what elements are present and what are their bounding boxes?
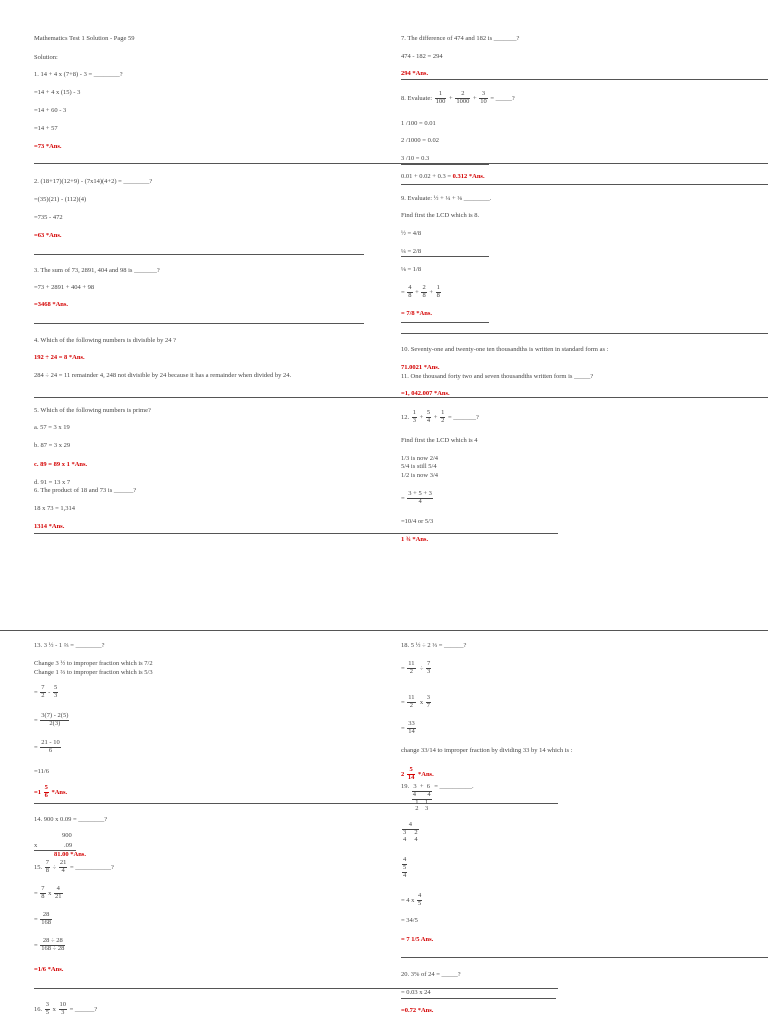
q12-sum: = $\frac{3 + 5 + 3}{4}$: [401, 490, 432, 505]
q18-question: 18. 5 ½ ÷ 2 ⅓ = ______?: [401, 642, 467, 649]
q14-times: x: [34, 842, 38, 849]
q5-option: b. 87 = 3 x 29: [34, 442, 71, 449]
q6-question: 6. The product of 18 and 73 is ______?: [34, 487, 137, 494]
fraction: $\frac{1}{100}$: [435, 90, 446, 105]
complex-fraction: 3 + 6 4 4 1 1 2 3: [412, 783, 431, 813]
q12-step: =10/4 or 5/3: [401, 518, 434, 525]
q8-step: 1 /100 = 0.01: [401, 120, 436, 127]
q7-answer: 294 *Ans.: [401, 70, 429, 77]
fraction: $\frac{4}{5}$: [418, 892, 422, 907]
divider: [34, 988, 558, 989]
q13-step: Change 3 ½ to improper fraction which is 7/2: [34, 660, 153, 667]
q11-answer: =1, 042.007 *Ans.: [401, 390, 450, 397]
fraction: $\frac{7}{2}$: [41, 684, 45, 699]
fraction: $\frac{1}{8}$: [436, 284, 440, 299]
q11-question: 11. One thousand forty two and seven thousandths written form is _____?: [401, 373, 594, 380]
fraction: $\frac{7}{8}$: [45, 859, 49, 874]
divider: [34, 533, 558, 534]
q1-step: =14 + 4 x (15) - 3: [34, 89, 81, 96]
q12-step: Find first the LCD which is 4: [401, 437, 478, 444]
q7-question: 7. The difference of 474 and 182 is _______?: [401, 35, 520, 42]
complex-fraction: 4 5 4: [403, 856, 407, 879]
q14-multiplier: .09: [64, 842, 73, 849]
q5-option: a. 57 = 3 x 19: [34, 424, 70, 431]
q4-question: 4. Which of the following numbers is divisible by 24 ?: [34, 337, 176, 344]
divider: [401, 256, 489, 257]
q10-question: 10. Seventy-one and twenty-one ten thousandths is written in standard form as :: [401, 346, 609, 353]
fraction: $\frac{3}{7}$: [426, 694, 430, 709]
q15-step: = $\frac{7}{8}$ x $\frac{4}{21}$: [34, 885, 62, 900]
divider: [34, 323, 364, 324]
fraction: $\frac{33}{14}$: [408, 720, 415, 735]
q12-step: 5/4 is still 5/4: [401, 463, 437, 470]
fraction: $\frac{1}{2}$: [441, 409, 445, 424]
fraction: $\frac{4}{8}$: [408, 284, 412, 299]
q12-answer: 1 ¾ *Ans.: [401, 536, 429, 543]
q4-answer: 192 ÷ 24 = 8 *Ans.: [34, 354, 85, 361]
fraction: $\frac{11}{2}$: [408, 694, 415, 709]
fraction: $\frac{3}{5}$: [45, 1001, 49, 1016]
q9-sum: = $\frac{4}{8}$ + $\frac{2}{8}$ + $\frac{1}{8}$: [401, 284, 440, 299]
divider: [401, 164, 489, 165]
complex-fraction: 4 3 2 4 4: [403, 821, 418, 843]
q13-question: 13. 3 ½ - 1 ⅔ = ________?: [34, 642, 105, 649]
q15-step: = $\frac{28}{168}$: [34, 911, 52, 926]
fraction: $\frac{3 + 5 + 3}{4}$: [408, 490, 432, 505]
divider: [401, 333, 768, 334]
q3-step: =73 + 2891 + 404 + 98: [34, 284, 95, 291]
q18-step: = $\frac{33}{14}$: [401, 720, 415, 735]
q19-answer: = 7 1/5 Ans.: [401, 936, 434, 943]
q2-step: =(35)(21) - (112)(4): [34, 196, 87, 203]
q6-answer: 1314 *Ans.: [34, 523, 65, 530]
q4-note: 284 ÷ 24 = 11 remainder 4, 248 not divisible by 24 because it has a remainder when divided by 24.: [34, 372, 292, 379]
q13-answer: =1 $\frac{5}{6}$ *Ans.: [34, 784, 68, 799]
q8-step: 3 /10 = 0.3: [401, 155, 430, 162]
q6-step: 18 x 73 = 1,314: [34, 505, 76, 512]
divider: [34, 254, 364, 255]
q18-note: change 33/14 to improper fraction by dividing 33 by 14 which is :: [401, 747, 573, 754]
divider: [401, 322, 489, 323]
q20-question: 20. 3% of 24 = _____?: [401, 971, 461, 978]
fraction: $\frac{28 \div 28}{168 \div 28}$: [41, 937, 65, 952]
q13-step: Change 1 ⅔ to improper fraction which is 5/3: [34, 669, 153, 676]
q20-answer: =0.72 *Ans.: [401, 1007, 434, 1014]
fraction: $\frac{4}{21}$: [55, 885, 62, 900]
q2-step: =735 - 472: [34, 214, 63, 221]
fraction: $\frac{1}{3}$: [412, 409, 416, 424]
q1-step: =14 + 60 - 3: [34, 107, 67, 114]
q16-question: 16. $\frac{3}{5}$ x $\frac{10}{3}$ = ______?: [34, 1001, 98, 1016]
divider: [401, 957, 768, 958]
q18-step: = $\frac{11}{2}$ ÷ $\frac{7}{3}$: [401, 660, 431, 675]
q15-answer: =1/6 *Ans.: [34, 966, 64, 973]
q12-step: 1/2 is now 3/4: [401, 472, 439, 479]
q15-question: 15. $\frac{7}{8}$ ÷ $\frac{21}{4}$ = ___________?: [34, 859, 114, 874]
q8-step: 2 /1000 = 0.02: [401, 137, 439, 144]
fraction: $\frac{11}{2}$: [408, 660, 415, 675]
q8-question: 8. Evaluate: $\frac{1}{100}$ + $\frac{2}{1000}$ + $\frac{3}{10}$ = _____?: [401, 90, 515, 105]
q13-fraction-step: = $\frac{7}{2}$ - $\frac{5}{3}$: [34, 684, 58, 699]
section-divider: [0, 630, 768, 631]
q13-fraction-step: = $\frac{21 - 10}{6}$: [34, 739, 60, 754]
fraction: $\frac{3}{10}$: [480, 90, 487, 105]
divider: [401, 79, 768, 80]
fraction: $\frac{3(7) - 2(5)}{2(3)}$: [41, 712, 69, 727]
q12-question: 12. $\frac{1}{3}$ + $\frac{5}{4}$ + $\frac{1}{2}$ = _______?: [401, 409, 479, 424]
q8-sum: 0.01 + 0.02 + 0.3 = 0.312 *Ans.: [401, 173, 485, 180]
fraction: $\frac{2}{8}$: [422, 284, 426, 299]
q1-question: 1. 14 + 4 x (7+8) - 3 = ________?: [34, 71, 123, 78]
page-header: Mathematics Test 1 Solution - Page 59: [34, 35, 135, 42]
q7-step: 474 - 182 = 294: [401, 53, 443, 60]
q18-step: = $\frac{11}{2}$ x $\frac{3}{7}$: [401, 694, 430, 709]
q2-answer: =63 *Ans.: [34, 232, 62, 239]
q15-step: = $\frac{28 \div 28}{168 \div 28}$: [34, 937, 65, 952]
solution-label: Solution:: [34, 54, 58, 61]
fraction: $\frac{5}{6}$: [44, 784, 48, 799]
fraction: $\frac{5}{3}$: [53, 684, 58, 699]
q9-answer: = 7/8 *Ans.: [401, 310, 432, 317]
q1-step: =14 + 57: [34, 125, 58, 132]
q13-step: =11/6: [34, 768, 49, 775]
fraction: $\frac{21 - 10}{6}$: [41, 739, 60, 754]
q5-question: 5. Which of the following numbers is prime?: [34, 407, 151, 414]
q18-answer: 2 $\frac{5}{14}$ *Ans.: [401, 766, 434, 781]
q19-step: [401, 822, 420, 843]
q12-step: 1/3 is now 2/4: [401, 455, 439, 462]
q19-step: [401, 857, 408, 879]
q19-question: 19. 3 + 6 4 4 1 1 2 3 = __________.: [401, 783, 474, 813]
q1-answer: =73 *Ans.: [34, 143, 62, 150]
q9-question: 9. Evaluate: ½ + ¼ + ⅛ ________.: [401, 195, 492, 202]
q5-answer: c. 89 = 89 x 1 *Ans.: [34, 461, 88, 468]
fraction: $\frac{2}{1000}$: [456, 90, 470, 105]
q20-step: = 0.03 x 24: [401, 989, 431, 996]
fraction: $\frac{5}{4}$: [426, 409, 431, 424]
fraction: $\frac{5}{14}$: [407, 766, 415, 781]
q14-answer: 81.00 *Ans.: [54, 851, 86, 858]
q9-step: ⅛ = 1/8: [401, 266, 422, 273]
q9-step: Find first the LCD which is 8.: [401, 212, 480, 219]
q5-option: d. 91 = 13 x 7: [34, 479, 71, 486]
q9-step: ½ = 4/8: [401, 230, 422, 237]
q9-step: ¼ = 2/8: [401, 248, 422, 255]
fraction: $\frac{7}{8}$: [41, 885, 45, 900]
fraction: $\frac{28}{168}$: [41, 911, 52, 926]
q3-answer: =3468 *Ans.: [34, 301, 69, 308]
q3-question: 3. The sum of 73, 2891, 404 and 98 is _______?: [34, 267, 160, 274]
divider: [401, 998, 556, 999]
fraction: $\frac{10}{3}$: [59, 1001, 66, 1016]
divider: [34, 803, 558, 804]
q13-fraction-step: = $\frac{3(7) - 2(5)}{2(3)}$: [34, 712, 69, 727]
q19-step: = 4 x $\frac{4}{5}$: [401, 892, 422, 907]
divider: [401, 184, 768, 185]
q14-multiplicand: 900: [62, 832, 72, 839]
fraction: $\frac{21}{4}$: [59, 859, 67, 874]
q10-answer: 71.0021 *Ans.: [401, 364, 440, 371]
q8-answer: 0.312 *Ans.: [452, 173, 485, 180]
fraction: $\frac{7}{3}$: [427, 660, 431, 675]
q2-question: 2. (18+17)(12+9) - (7x14)(4+2) = ________?: [34, 178, 153, 185]
q19-step: = 34/5: [401, 917, 418, 924]
q14-question: 14. 900 x 0.09 = ________?: [34, 816, 108, 823]
